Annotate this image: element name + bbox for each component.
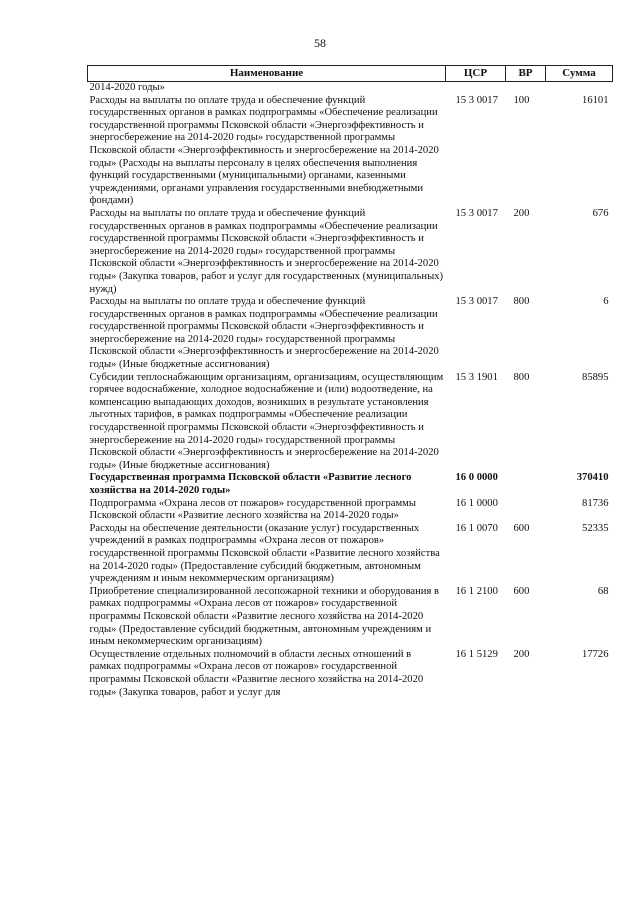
table-header-row: [88, 66, 613, 82]
row-sum: 676: [592, 207, 609, 219]
row-vr: [506, 472, 546, 497]
row-name: Субсидии теплоснабжающим организациям, организациям, осуществляющим горячее водоснабжение, холодное водоснабжение и (или) водоотведение, на компенсацию выпадающих доходов, возникших в результате установления льготных тарифов, в рамках подпрограммы «Обеспечение реализации государственной программы Псковской области «Энергоэффективность и энергосбережение на 2014-2020 годы» государственной программы Псковской области «Энергоэффективность и энергосбережение на 2014-2020 годы» (Иные бюджетные ассигнования): [89, 371, 444, 471]
row-csr: 16 0 0000: [455, 472, 498, 484]
row-sum: 16101: [582, 94, 609, 106]
row-name: Расходы на выплаты по оплате труда и обеспечение функций государственных органов в рамках подпрограммы «Обеспечение реализации государственной программы Псковской области «Энергоэффективность и энергосбережение на 2014-2020 годы» государственной программы Псковской области «Энергоэффективность и энергосбережение на 2014-2020 годы» (Иные бюджетные ассигнования): [89, 296, 439, 371]
header-csr: ЦСР: [446, 66, 506, 82]
table-row: [88, 498, 613, 523]
header-name: Наименование: [88, 66, 446, 82]
row-name: Расходы на обеспечение деятельности (оказание услуг) государственных учреждений в рамках подпрограммы «Охрана лесов от пожаров» государственной программы Псковской области «Развитие лесного хозяйства на 2014-2020 годы» (Предоставление субсидий бюджетным, автономным учреждениям и иным некоммерческим организациям): [89, 522, 440, 585]
row-name: Государственная программа Псковской области «Развитие лесного хозяйства на 2014-2020 годы»: [89, 472, 412, 496]
header-sum: Сумма: [546, 66, 613, 82]
header-vr: ВР: [506, 66, 546, 82]
row-csr: 16 1 5129: [455, 648, 498, 660]
row-name: Расходы на выплаты по оплате труда и обеспечение функций государственных органов в рамках подпрограммы «Обеспечение реализации государственной программы Псковской области «Энергоэффективность и энергосбережение на 2014-2020 годы» государственной программы Псковской области «Энергоэффективность и энергосбережение на 2014-2020 годы» (Закупка товаров, работ и услуг для государственных (муниципальных) нужд): [89, 207, 444, 295]
table-row: [88, 649, 613, 699]
row-sum: 81736: [582, 497, 609, 509]
row-csr: 15 3 0017: [455, 94, 498, 106]
table-row: [88, 95, 613, 208]
row-name: 2014-2020 годы»: [89, 82, 165, 93]
table-row: [88, 82, 613, 95]
row-csr: 15 3 0017: [455, 207, 498, 219]
row-vr: 200: [513, 207, 530, 219]
row-sum: 68: [597, 585, 609, 597]
row-name: Приобретение специализированной лесопожарной техники и оборудования в рамках подпрограммы «Охрана лесов от пожаров» государственной программы Псковской области «Развитие лесного хозяйства на 2014-2020 годы» (Предоставление субсидий бюджетным, автономным учреждениям и иным некоммерческим организациям): [89, 585, 439, 648]
row-csr: 16 1 2100: [455, 585, 498, 597]
page-number: 58: [314, 36, 326, 50]
row-sum: 52335: [582, 522, 609, 534]
budget-table: [87, 65, 613, 699]
row-sum: 85895: [582, 371, 609, 383]
row-vr: 600: [513, 522, 530, 534]
row-csr: [446, 82, 506, 95]
row-vr: [506, 82, 546, 95]
row-csr: 15 3 1901: [455, 371, 498, 383]
table-row: [88, 523, 613, 586]
row-vr: 600: [513, 585, 530, 597]
table-row: [88, 208, 613, 296]
table-row: [88, 586, 613, 649]
row-vr: 200: [513, 648, 530, 660]
row-vr: 100: [513, 94, 530, 106]
table-row: [88, 372, 613, 473]
row-vr: 800: [513, 371, 530, 383]
row-sum: [546, 82, 613, 95]
row-sum: 17726: [582, 648, 609, 660]
row-vr: 800: [513, 296, 530, 308]
row-vr: [506, 498, 546, 523]
row-csr: 16 1 0070: [455, 522, 498, 534]
row-name: Расходы на выплаты по оплате труда и обеспечение функций государственных органов в рамках подпрограммы «Обеспечение реализации государственной программы Псковской области «Энергоэффективность и энергосбережение на 2014-2020 годы» государственной программы Псковской области «Энергоэффективность и энергосбережение на 2014-2020 годы» (Расходы на выплаты персоналу в целях обеспечения выполнения функций государственными (муниципальными) органами, казенными учреждениями, органами управления государственными внебюджетными фондами): [89, 94, 439, 207]
row-name: Подпрограмма «Охрана лесов от пожаров» государственной программы Псковской области «Развитие лесного хозяйства на 2014-2020 годы»: [89, 497, 416, 522]
row-csr: 16 1 0000: [455, 497, 498, 509]
row-sum: 370410: [576, 472, 609, 484]
row-sum: 6: [603, 296, 609, 308]
table-row-program: [88, 472, 613, 497]
row-name: Осуществление отдельных полномочий в области лесных отношений в рамках подпрограммы «Охрана лесов от пожаров» государственной программы Псковской области «Развитие лесного хозяйства на 2014-2020 годы» (Закупка товаров, работ и услуг для: [89, 648, 424, 698]
table-row: [88, 296, 613, 372]
row-csr: 15 3 0017: [455, 296, 498, 308]
